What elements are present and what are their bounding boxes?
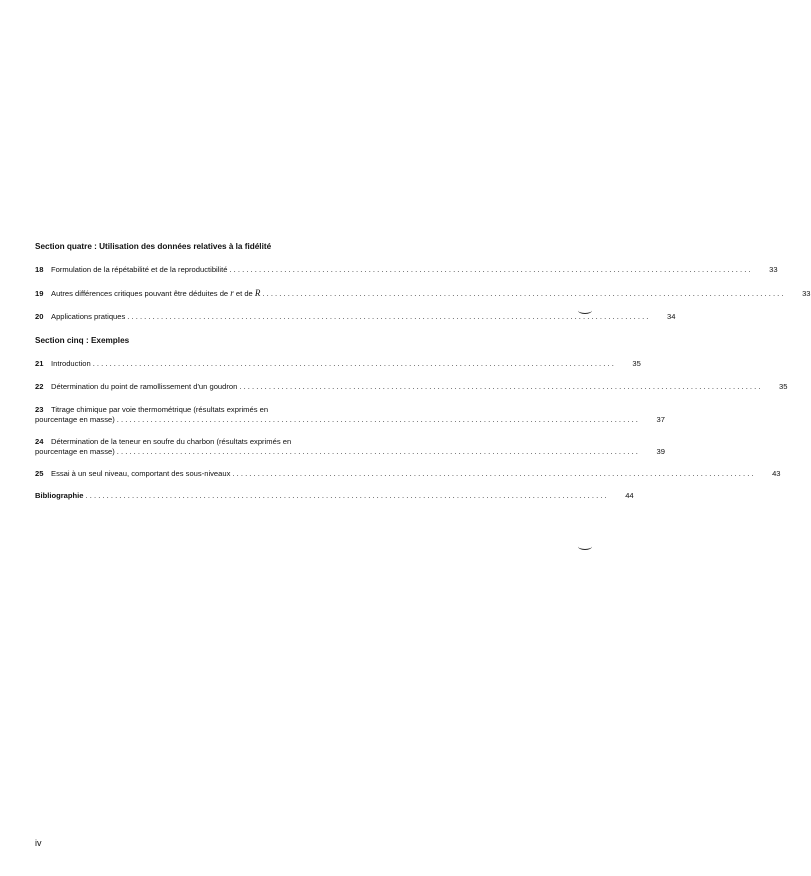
bibliography-page: 44 xyxy=(625,491,634,500)
dot-leader xyxy=(93,359,614,369)
toc-entry-25 xyxy=(35,469,781,479)
dot-leader xyxy=(86,491,607,501)
entry-title: Essai à un seul niveau, comportant des sous-niveaux xyxy=(51,469,231,478)
entry-title: Formulation de la répétabilité et de la reproductibilité xyxy=(51,265,228,274)
entry-title: Introduction xyxy=(51,359,91,368)
bibliography-title: Bibliographie xyxy=(35,491,84,500)
variable-r: r xyxy=(230,288,234,298)
entry-number: 19 xyxy=(35,289,44,298)
entry-title-line2: pourcentage en masse) xyxy=(35,415,115,424)
dot-leader xyxy=(239,382,760,392)
entry-first-line xyxy=(35,437,380,447)
table-of-contents xyxy=(35,242,811,501)
dot-leader xyxy=(117,415,638,425)
entry-number: 25 xyxy=(35,469,44,478)
margin-mark-lower xyxy=(578,543,592,550)
entry-number: 23 xyxy=(35,405,44,414)
entry-title xyxy=(51,288,260,299)
entry-second-line xyxy=(35,447,665,457)
dot-leader xyxy=(232,469,753,479)
toc-entry-22 xyxy=(35,382,788,392)
entry-page: 35 xyxy=(632,359,641,368)
toc-entry-23 xyxy=(35,405,665,425)
entry-title: Détermination du point de ramollissement d'un goudron xyxy=(51,382,238,391)
entry-second-line xyxy=(35,415,665,425)
page-folio: iv xyxy=(35,838,42,848)
entry-title-part: Autres différences critiques pouvant être déduites de xyxy=(51,289,231,298)
entry-page: 43 xyxy=(772,469,781,478)
toc-entry-20 xyxy=(35,312,676,322)
entry-title-line1: Titrage chimique par voie thermométrique (résultats exprimés en xyxy=(51,405,269,414)
variable-R: R xyxy=(254,288,261,298)
dot-leader xyxy=(117,447,638,457)
dot-leader xyxy=(229,265,750,275)
toc-entry-bibliography xyxy=(35,491,634,501)
entry-number: 18 xyxy=(35,265,44,274)
entry-title-part: et de xyxy=(233,289,255,298)
entry-title-line1: Détermination de la teneur en soufre du charbon (résultats exprimés en xyxy=(51,437,292,446)
toc-entry-24 xyxy=(35,437,665,457)
entry-first-line xyxy=(35,405,380,415)
entry-page: 39 xyxy=(656,447,665,456)
entry-number: 24 xyxy=(35,437,44,446)
entry-page: 33 xyxy=(769,265,778,274)
toc-entry-18 xyxy=(35,265,778,275)
section-heading-cinq: Section cinq : Exemples xyxy=(35,336,130,345)
entry-page: 37 xyxy=(656,415,665,424)
entry-title-line2: pourcentage en masse) xyxy=(35,447,115,456)
dot-leader xyxy=(127,312,648,322)
toc-entry-19 xyxy=(35,288,811,299)
toc-entry-21 xyxy=(35,359,641,369)
entry-title: Applications pratiques xyxy=(51,312,126,321)
entry-number: 20 xyxy=(35,312,44,321)
section-heading-quatre: Section quatre : Utilisation des données relatives à la fidélité xyxy=(35,242,272,251)
entry-page: 34 xyxy=(666,312,676,321)
entry-page: 35 xyxy=(779,382,788,391)
dot-leader xyxy=(262,289,783,299)
entry-page: 33 xyxy=(802,289,811,298)
entry-number: 21 xyxy=(35,359,44,368)
entry-number: 22 xyxy=(35,382,44,391)
margin-mark-upper xyxy=(578,307,592,314)
